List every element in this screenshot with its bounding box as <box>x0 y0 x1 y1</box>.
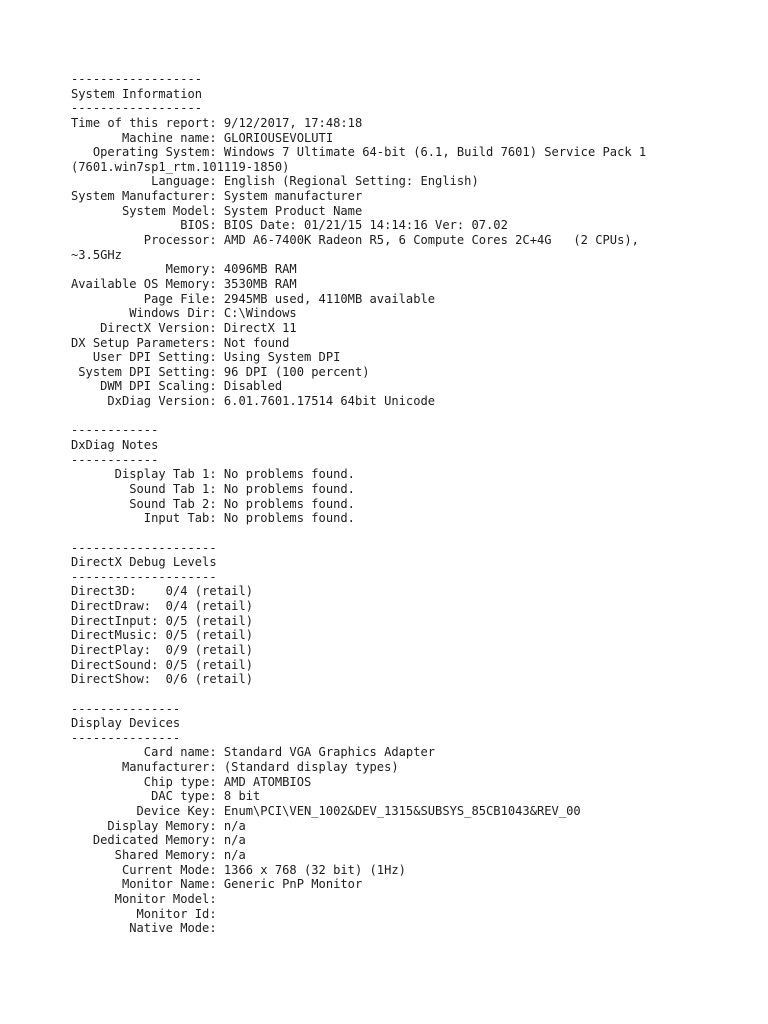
section-system-information <box>71 72 761 409</box>
report-line: DWM DPI Scaling: Disabled <box>71 379 283 394</box>
report-line: DirectDraw: 0/4 (retail) <box>71 599 254 614</box>
report-line: DirectX Version: DirectX 11 <box>71 320 297 335</box>
report-line: DirectPlay: 0/9 (retail) <box>71 642 254 657</box>
section-title: DxDiag Notes <box>71 438 159 453</box>
section-rule: ------------------ <box>71 101 203 116</box>
blank-line <box>71 526 761 541</box>
report-line: DAC type: 8 bit <box>71 789 261 804</box>
report-line: Time of this report: 9/12/2017, 17:48:18 <box>71 115 363 130</box>
dxdiag-report <box>71 72 761 936</box>
report-line: Display Tab 1: No problems found. <box>71 467 355 482</box>
section-rule: -------------------- <box>71 540 217 555</box>
report-line: Shared Memory: n/a <box>71 847 246 862</box>
report-line: Dedicated Memory: n/a <box>71 833 246 848</box>
report-line: DX Setup Parameters: Not found <box>71 335 290 350</box>
report-line: System DPI Setting: 96 DPI (100 percent) <box>71 364 370 379</box>
section-directx-debug-levels <box>71 541 761 687</box>
section-title: DirectX Debug Levels <box>71 555 217 570</box>
report-line: Device Key: Enum\PCI\VEN_1002&DEV_1315&SUBSYS_85CB1043&REV_00 <box>71 804 581 819</box>
report-line: Operating System: Windows 7 Ultimate 64-bit (6.1, Build 7601) Service Pack 1 <box>71 145 647 160</box>
report-line: Chip type: AMD ATOMBIOS <box>71 774 312 789</box>
section-rule: -------------------- <box>71 569 217 584</box>
report-line: Machine name: GLORIOUSEVOLUTI <box>71 130 334 145</box>
section-display-devices <box>71 702 761 936</box>
report-line: Card name: Standard VGA Graphics Adapter <box>71 745 436 760</box>
report-line: Page File: 2945MB used, 4110MB available <box>71 291 436 306</box>
report-line: Direct3D: 0/4 (retail) <box>71 584 254 599</box>
report-line: Sound Tab 2: No problems found. <box>71 496 355 511</box>
report-line: Processor: AMD A6-7400K Radeon R5, 6 Compute Cores 2C+4G (2 CPUs), <box>71 233 639 248</box>
report-line: Native Mode: <box>71 921 224 936</box>
section-title: Display Devices <box>71 716 181 731</box>
section-rule: ------------------ <box>71 72 203 86</box>
section-title: System Information <box>71 86 203 101</box>
report-line: Input Tab: No problems found. <box>71 511 355 526</box>
report-line: DirectMusic: 0/5 (retail) <box>71 628 254 643</box>
section-rule: ------------ <box>71 423 159 438</box>
report-line: DirectShow: 0/6 (retail) <box>71 672 254 687</box>
report-line: DirectInput: 0/5 (retail) <box>71 613 254 628</box>
report-line: Language: English (Regional Setting: English) <box>71 174 479 189</box>
section-rule: --------------- <box>71 730 181 745</box>
report-line: DirectSound: 0/5 (retail) <box>71 657 254 672</box>
report-line: Available OS Memory: 3530MB RAM <box>71 276 297 291</box>
report-line: Monitor Model: <box>71 891 224 906</box>
report-line: Manufacturer: (Standard display types) <box>71 760 399 775</box>
report-line: Monitor Name: Generic PnP Monitor <box>71 877 363 892</box>
section-dxdiag-notes <box>71 423 761 525</box>
report-line: Monitor Id: <box>71 906 224 921</box>
report-line: DxDiag Version: 6.01.7601.17514 64bit Unicode <box>71 394 436 409</box>
section-rule: --------------- <box>71 701 181 716</box>
report-line: Current Mode: 1366 x 768 (32 bit) (1Hz) <box>71 862 406 877</box>
report-line: System Manufacturer: System manufacturer <box>71 189 363 204</box>
report-line: System Model: System Product Name <box>71 203 363 218</box>
report-line: Windows Dir: C:\Windows <box>71 306 297 321</box>
report-line: (7601.win7sp1_rtm.101119-1850) <box>71 159 290 174</box>
report-line: Memory: 4096MB RAM <box>71 262 297 277</box>
report-line: BIOS: BIOS Date: 01/21/15 14:14:16 Ver: 07.02 <box>71 218 508 233</box>
blank-line <box>71 409 761 424</box>
report-line: Sound Tab 1: No problems found. <box>71 481 355 496</box>
report-line: Display Memory: n/a <box>71 818 246 833</box>
report-line: User DPI Setting: Using System DPI <box>71 350 341 365</box>
report-line: ~3.5GHz <box>71 247 122 262</box>
section-rule: ------------ <box>71 452 159 467</box>
blank-line <box>71 687 761 702</box>
